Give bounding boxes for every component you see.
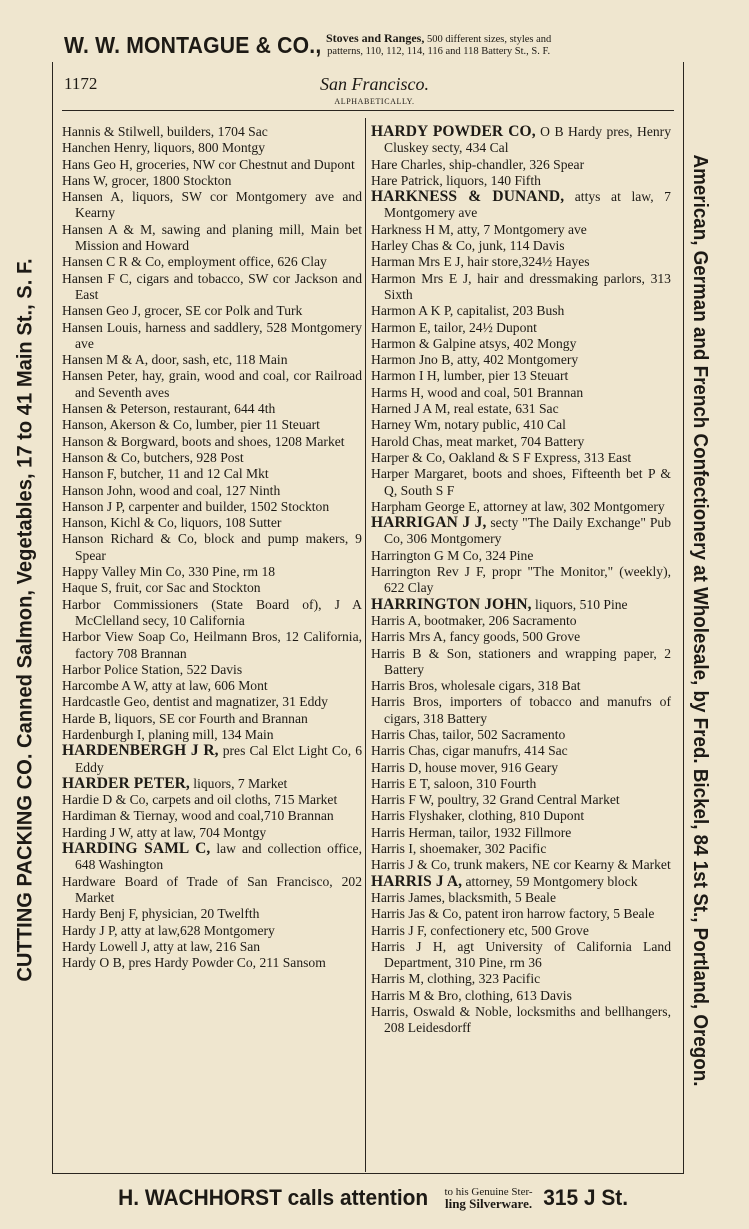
entry-details: attorney at law, 302 Montgomery — [479, 498, 665, 514]
directory-entry — [371, 548, 671, 564]
entry-name: Harper & Co, — [371, 449, 446, 465]
directory-entry — [62, 906, 362, 922]
entry-details: physician, 20 Twelfth — [138, 906, 260, 922]
entry-name: Hans W, — [62, 172, 109, 188]
directory-entry — [62, 140, 362, 156]
entry-name: Hare Patrick, — [371, 172, 443, 188]
directory-entry — [62, 222, 362, 255]
directory-entry — [62, 483, 362, 499]
entry-details: propr "The Monitor," (weekly), 622 Clay — [384, 564, 671, 596]
directory-entry — [62, 743, 362, 776]
entry-details: pres Cal Elct Light Co, 6 Eddy — [75, 743, 362, 775]
entry-name: Hanson, Akerson & Co, — [62, 417, 193, 433]
entry-details: fancy goods, 500 Grove — [446, 629, 581, 645]
column-divider — [365, 118, 366, 1172]
top-ad-line2: patterns, 110, 112, 114, 116 and 118 Battery St., S. F. — [327, 46, 551, 57]
entry-details: hair and dressmaking parlors, 313 Sixth — [384, 270, 671, 302]
directory-entry — [62, 808, 362, 824]
directory-entry — [371, 890, 671, 906]
entry-details: atty at law,628 Montgomery — [117, 922, 275, 938]
entry-name: Harris Jas & Co, — [371, 906, 462, 922]
top-ad-description — [326, 32, 551, 58]
right-margin-ad-text: American, German and French Confectionery at Wholesale, by Fred. Bickel, 84 1st St., Portland, Oregon. — [689, 154, 712, 1086]
directory-entry — [62, 173, 362, 189]
entry-name: Harde B, — [62, 710, 112, 726]
directory-entry — [371, 825, 671, 841]
entry-name: Harrington Rev J F, — [371, 564, 486, 580]
directory-entry — [371, 124, 671, 157]
directory-entry — [371, 564, 671, 597]
entry-details: clothing, 323 Pacific — [423, 971, 541, 987]
bottom-ad-address: 315 J St. — [542, 1185, 628, 1210]
entry-details: liquors, 7 Market — [189, 775, 288, 791]
directory-entry — [371, 808, 671, 824]
bottom-advertisement — [60, 1180, 680, 1216]
entry-name: Hanson F, — [62, 466, 117, 482]
entry-name: Harcombe A W, — [62, 678, 149, 694]
entry-name: Harbor View Soap Co, — [62, 629, 189, 645]
entry-details: cigars and tobacco, SW cor Jackson and East — [75, 270, 362, 302]
directory-entry — [371, 173, 671, 189]
directory-entry — [371, 385, 671, 401]
directory-entry — [62, 124, 362, 140]
entry-details: carpets and oil cloths, 715 Market — [148, 792, 338, 808]
entry-name: Harris E T, — [371, 775, 431, 791]
entry-details: planing mill, 134 Main — [144, 726, 274, 742]
directory-entry — [62, 189, 362, 222]
directory-entry — [371, 434, 671, 450]
entry-name: HARRINGTON JOHN, — [371, 595, 532, 613]
footer-rule — [52, 1173, 683, 1174]
directory-entry — [62, 303, 362, 319]
entry-details: poultry, 32 Grand Central Market — [434, 792, 620, 808]
entry-details: cigar manufrs, 414 Sac — [438, 743, 568, 759]
entry-name: Harris Chas, — [371, 743, 439, 759]
entry-name: Harris Bros, — [371, 694, 443, 710]
entry-name: Harris J H, — [371, 938, 447, 954]
entry-details: junk, 114 Davis — [475, 238, 565, 254]
directory-entry — [62, 531, 362, 564]
entry-name: Hardware Board of Trade of San Francisco, — [62, 873, 333, 889]
entry-name: Hansen C R & Co, — [62, 254, 165, 270]
directory-entry — [62, 417, 362, 433]
directory-entry — [371, 923, 671, 939]
entry-details: wood and coal, 501 Brannan — [423, 384, 584, 400]
directory-entry — [371, 776, 671, 792]
directory-entry — [62, 662, 362, 678]
entry-name: Hardy Lowell J, — [62, 938, 150, 954]
entry-name: Hansen A, — [62, 189, 124, 205]
entry-name: Hanson, Kichl & Co, — [62, 515, 178, 531]
entry-details: atsys, 402 Mongy — [475, 335, 577, 351]
entry-name: Hardy J P, — [62, 922, 118, 938]
directory-entry — [62, 776, 362, 792]
entry-name: Harkness H M, — [371, 221, 454, 237]
entry-details: employment office, 626 Clay — [164, 254, 327, 270]
entry-name: Harris J & Co, — [371, 857, 451, 873]
entry-details: sawing and planing mill, Main bet Mission and Howard — [75, 221, 362, 254]
entry-name: Harrington G M Co, — [371, 547, 483, 563]
entry-name: HARDING SAML C, — [62, 840, 211, 858]
bottom-ad-small-line1: to his Genuine Ster- — [444, 1185, 533, 1198]
left-margin-ad-text: CUTTING PACKING CO. Canned Salmon, Vegetables, 17 to 41 Main St., S. F. — [14, 258, 38, 982]
directory-entry — [62, 320, 362, 353]
entry-name: Harris B & Son, — [371, 645, 472, 661]
entry-details: shoemaker, 302 Pacific — [416, 841, 547, 857]
right-margin-advertisement — [680, 70, 720, 1170]
entry-details: 324 Pine — [482, 547, 534, 563]
directory-entry — [62, 352, 362, 368]
entry-name: Harris Mrs A, — [371, 629, 447, 645]
directory-entry — [62, 434, 362, 450]
entry-details: liquors, 140 Fifth — [442, 172, 541, 188]
entry-details: trunk makers, NE cor Kearny & Market — [450, 857, 671, 873]
entry-details: Oakland & S F Express, 313 East — [445, 449, 632, 465]
entry-name: Harris Bros, — [371, 678, 438, 694]
entry-name: Hansen Geo J, — [62, 303, 141, 319]
entry-name: Hans Geo H, — [62, 156, 133, 172]
entry-details: builders, 1704 Sac — [163, 124, 268, 139]
directory-entry — [371, 760, 671, 776]
entry-name: Hansen Peter, — [62, 368, 138, 384]
entry-name: Harmon I H, — [371, 368, 441, 384]
entry-details: importers of tobacco and manufrs of cigars, 318 Battery — [384, 694, 672, 726]
top-ad-bold-phrase: Stoves and Ranges, — [326, 31, 425, 45]
directory-entry — [371, 515, 671, 548]
entry-name: Harris J F, — [371, 922, 427, 938]
directory-entry — [371, 238, 671, 254]
directory-entry — [371, 189, 671, 222]
entry-name: Hanson & Borgward, — [62, 433, 179, 449]
directory-entry — [62, 499, 362, 515]
entry-name: Harding J W, — [62, 824, 134, 840]
entry-name: Harris M & Bro, — [371, 987, 462, 1003]
directory-entry — [371, 988, 671, 1004]
directory-entry — [371, 336, 671, 352]
entry-details: block and pump makers, 9 Spear — [75, 531, 362, 563]
entry-name: Hansen A & M, — [62, 221, 156, 237]
page-number: 1172 — [64, 74, 98, 93]
entry-details: hair store,324½ Hayes — [463, 254, 590, 270]
entry-details: real estate, 631 Sac — [450, 401, 559, 417]
directory-entry — [62, 792, 362, 808]
entry-name: Harpham George E, — [371, 498, 480, 514]
entry-details: patent iron harrow factory, 5 Beale — [461, 906, 655, 922]
entry-details: restaurant, 644 4th — [170, 401, 276, 417]
directory-entry — [371, 401, 671, 417]
left-margin-advertisement — [6, 70, 46, 1170]
entry-details: 330 Pine, rm 18 — [184, 564, 276, 580]
entry-name: Harris James, — [371, 889, 445, 905]
entry-details: wood and coal,710 Brannan — [177, 808, 334, 824]
directory-entry — [62, 678, 362, 694]
left-column — [62, 124, 362, 971]
entry-details: notary public, 410 Cal — [440, 417, 566, 433]
entry-details: lumber, pier 13 Steuart — [440, 368, 569, 384]
entry-name: HARKNESS & DUNAND, — [371, 188, 565, 206]
directory-entry — [371, 678, 671, 694]
entry-details: O B Hardy pres, Henry Cluskey secty, 434 Cal — [384, 124, 671, 156]
entry-details: stationers and wrapping paper, 2 Battery — [384, 645, 671, 677]
entry-name: Hardy Benj F, — [62, 906, 139, 922]
directory-entry — [371, 792, 671, 808]
directory-entry — [371, 1004, 671, 1037]
directory-entry — [62, 874, 362, 907]
entry-details: tailor, 24½ Dupont — [430, 319, 537, 335]
directory-entry — [62, 466, 362, 482]
entry-name: Harris M, — [371, 971, 424, 987]
directory-entry — [371, 857, 671, 873]
directory-entry — [62, 711, 362, 727]
entry-details: 522 Davis — [183, 661, 243, 677]
entry-details: bootmaker, 206 Sacramento — [420, 612, 577, 628]
entry-name: Harold Chas, — [371, 433, 443, 449]
directory-entry — [371, 874, 671, 890]
directory-entry — [62, 515, 362, 531]
entry-details: atty, 7 Montgomery ave — [453, 221, 587, 237]
entry-name: Happy Valley Min Co, — [62, 564, 185, 580]
directory-entry — [371, 646, 671, 679]
entry-name: Hardy O B, — [62, 955, 126, 971]
bottom-ad-small-text — [445, 1186, 533, 1211]
entry-name: Hansen M & A, — [62, 352, 149, 368]
entry-name: Harris Chas, — [371, 726, 439, 742]
entry-details: (State Board of), J A McClelland secy, 10 California — [75, 596, 362, 628]
directory-entry — [371, 597, 671, 613]
directory-entry — [62, 450, 362, 466]
entry-name: Harman Mrs E J, — [371, 254, 464, 270]
entry-name: Harley Chas & Co, — [371, 238, 476, 254]
directory-entry — [371, 271, 671, 304]
entry-name: Hansen Louis, — [62, 319, 142, 335]
directory-entry — [371, 743, 671, 759]
directory-entry — [371, 971, 671, 987]
directory-entry — [62, 825, 362, 841]
entry-name: HARRIS J A, — [371, 872, 463, 890]
entry-name: HARDENBERGH J R, — [62, 742, 219, 760]
entry-details: secty "The Daily Exchange" Pub Co, 306 Montgomery — [384, 515, 671, 547]
entry-name: Harmon A K P, — [371, 303, 454, 319]
entry-name: Harris I, — [371, 841, 417, 857]
directory-entry — [371, 499, 671, 515]
entry-name: Hardie D & Co, — [62, 792, 149, 808]
entry-details: dentist and magnatizer, 31 Eddy — [149, 694, 328, 710]
entry-details: liquors, 108 Sutter — [177, 515, 282, 531]
directory-entry — [62, 564, 362, 580]
entry-details: liquors, SW cor Montgomery ave and Kearny — [75, 189, 362, 221]
entry-details: fruit, cor Sac and Stockton — [111, 580, 261, 596]
entry-name: HARDY POWDER CO, — [371, 123, 536, 140]
directory-entry — [62, 157, 362, 173]
entry-name: Harris Herman, — [371, 824, 456, 840]
entry-details: carpenter and builder, 1502 Stockton — [125, 498, 330, 514]
directory-entry — [371, 450, 671, 466]
entry-details: hay, grain, wood and coal, cor Railroad and Seventh aves — [75, 368, 362, 400]
top-ad-line1: 500 different sizes, styles and — [424, 34, 552, 45]
entry-name: Hansen F C, — [62, 270, 132, 286]
entry-name: Harris D, — [371, 759, 422, 775]
entry-name: Hardiman & Tiernay, — [62, 808, 178, 824]
entry-name: Hanson John, — [62, 482, 137, 498]
directory-entry — [62, 923, 362, 939]
entry-name: Harbor Police Station, — [62, 661, 184, 677]
right-column — [371, 124, 671, 1037]
entry-name: Harris, Oswald & Noble, — [371, 1004, 512, 1020]
entry-details: confectionery etc, 500 Grove — [426, 922, 589, 938]
directory-entry — [371, 694, 671, 727]
entry-details: attys at law, 7 Montgomery ave — [384, 189, 671, 221]
directory-entry — [62, 271, 362, 304]
directory-entry — [371, 417, 671, 433]
entry-name: HARDER PETER, — [62, 774, 190, 792]
directory-entry — [62, 955, 362, 971]
page-subtitle: ALPHABETICALLY. — [334, 97, 415, 106]
directory-entry — [62, 368, 362, 401]
directory-entry — [371, 320, 671, 336]
entry-details: capitalist, 203 Bush — [453, 303, 565, 319]
directory-entry — [371, 303, 671, 319]
entry-details: meat market, 704 Battery — [442, 433, 585, 449]
entry-name: Haque S, — [62, 580, 112, 596]
entry-name: Harney Wm, — [371, 417, 441, 433]
entry-name: Harper Margaret, — [371, 466, 468, 482]
entry-name: Hanchen Henry, — [62, 140, 151, 156]
entry-name: Hansen & Peterson, — [62, 401, 171, 417]
entry-name: Harris F W, — [371, 792, 435, 808]
entry-name: Harned J A M, — [371, 401, 451, 417]
directory-entry — [371, 352, 671, 368]
entry-name: HARRIGAN J J, — [371, 514, 487, 532]
entry-name: Hanson J P, — [62, 498, 126, 514]
directory-entry — [371, 613, 671, 629]
entry-details: door, sash, etc, 118 Main — [148, 352, 288, 368]
directory-entry — [62, 727, 362, 743]
entry-name: Hannis & Stilwell, — [62, 124, 164, 139]
entry-name: Hanson Richard & Co, — [62, 531, 198, 547]
entry-details: agt University of California Land Department, 310 Pine, rm 36 — [384, 938, 671, 971]
entry-name: Harms H, — [371, 384, 424, 400]
directory-entry — [62, 580, 362, 596]
entry-details: clothing, 613 Davis — [461, 987, 572, 1003]
entry-details: house mover, 916 Geary — [421, 759, 559, 775]
entry-details: boots and shoes, Fifteenth bet P & Q, South S F — [384, 466, 672, 498]
entry-details: saloon, 310 Fourth — [430, 775, 537, 791]
entry-name: Hare Charles, — [371, 156, 446, 172]
entry-details: groceries, NW cor Chestnut and Dupont — [132, 156, 355, 172]
entry-details: wood and coal, 127 Ninth — [136, 482, 281, 498]
entry-details: atty, 402 Montgomery — [453, 352, 579, 368]
directory-entry — [371, 222, 671, 238]
directory-entry — [371, 254, 671, 270]
entry-name: Hardenburgh I, — [62, 726, 145, 742]
entry-details: grocer, SE cor Polk and Turk — [140, 303, 303, 319]
entry-details: lumber, pier 11 Steuart — [192, 417, 320, 433]
directory-entry — [62, 629, 362, 662]
entry-details: tailor, 1932 Fillmore — [455, 824, 572, 840]
directory-entry — [62, 597, 362, 630]
directory-entry — [371, 629, 671, 645]
page-title: San Francisco. — [320, 74, 429, 94]
top-ad-company-name: W. W. MONTAGUE & CO., — [64, 31, 322, 58]
entry-details: Heilmann Bros, 12 California, factory 708 Brannan — [75, 629, 362, 661]
directory-entry — [62, 841, 362, 874]
entry-name: Harris A, — [371, 612, 421, 628]
directory-entry — [371, 157, 671, 173]
directory-entry — [371, 368, 671, 384]
top-advertisement — [64, 28, 674, 62]
entry-details: clothing, 810 Dupont — [464, 808, 585, 824]
entry-details: tailor, 502 Sacramento — [438, 726, 566, 742]
entry-details: boots and shoes, 1208 Market — [178, 433, 345, 449]
entry-name: Hanson & Co, — [62, 449, 141, 465]
entry-name: Harmon Jno B, — [371, 352, 454, 368]
directory-entry — [62, 401, 362, 417]
entry-details: harness and saddlery, 528 Montgomery ave — [75, 319, 363, 351]
entry-details: butcher, 11 and 12 Cal Mkt — [116, 466, 269, 482]
directory-entry — [371, 939, 671, 972]
entry-details: pres Hardy Powder Co, 211 Sansom — [125, 955, 326, 971]
entry-details: locksmiths and bellhangers, 208 Leidesdorff — [384, 1004, 671, 1036]
entry-name: Harmon Mrs E J, — [371, 270, 472, 286]
entry-details: grocer, 1800 Stockton — [108, 172, 232, 188]
bottom-ad-left-text: H. WACHHORST calls attention — [118, 1185, 429, 1210]
entry-details: attorney, 59 Montgomery block — [462, 873, 638, 889]
bottom-ad-small-line2: ling Silverware. — [444, 1195, 533, 1211]
entry-details: liquors, SE cor Fourth and Brannan — [111, 710, 308, 726]
directory-entry — [371, 466, 671, 499]
directory-entry — [371, 727, 671, 743]
directory-entry — [62, 254, 362, 270]
entry-details: ship-chandler, 326 Spear — [445, 156, 585, 172]
directory-entry — [371, 906, 671, 922]
entry-details: atty at law, 704 Montgy — [133, 824, 267, 840]
entry-name: Hardcastle Geo, — [62, 694, 150, 710]
entry-details: blacksmith, 5 Beale — [445, 889, 556, 905]
directory-entry — [371, 841, 671, 857]
entry-name: Harmon E, — [371, 319, 431, 335]
entry-details: atty at law, 606 Mont — [148, 678, 268, 694]
entry-details: liquors, 510 Pine — [531, 596, 628, 612]
header-rule — [62, 110, 674, 111]
entry-details: law and collection office, 648 Washington — [75, 841, 362, 873]
entry-name: Harris Flyshaker, — [371, 808, 465, 824]
entry-details: 202 Market — [75, 873, 362, 905]
entry-details: wholesale cigars, 318 Bat — [437, 678, 581, 694]
entry-name: Harmon & Galpine — [371, 335, 476, 351]
entry-details: liquors, 800 Montgy — [150, 140, 265, 156]
directory-entry — [62, 694, 362, 710]
directory-entry — [62, 939, 362, 955]
entry-details: butchers, 928 Post — [140, 449, 244, 465]
entry-details: atty at law, 216 San — [149, 938, 261, 954]
entry-name: Harbor Commissioners — [62, 596, 199, 612]
